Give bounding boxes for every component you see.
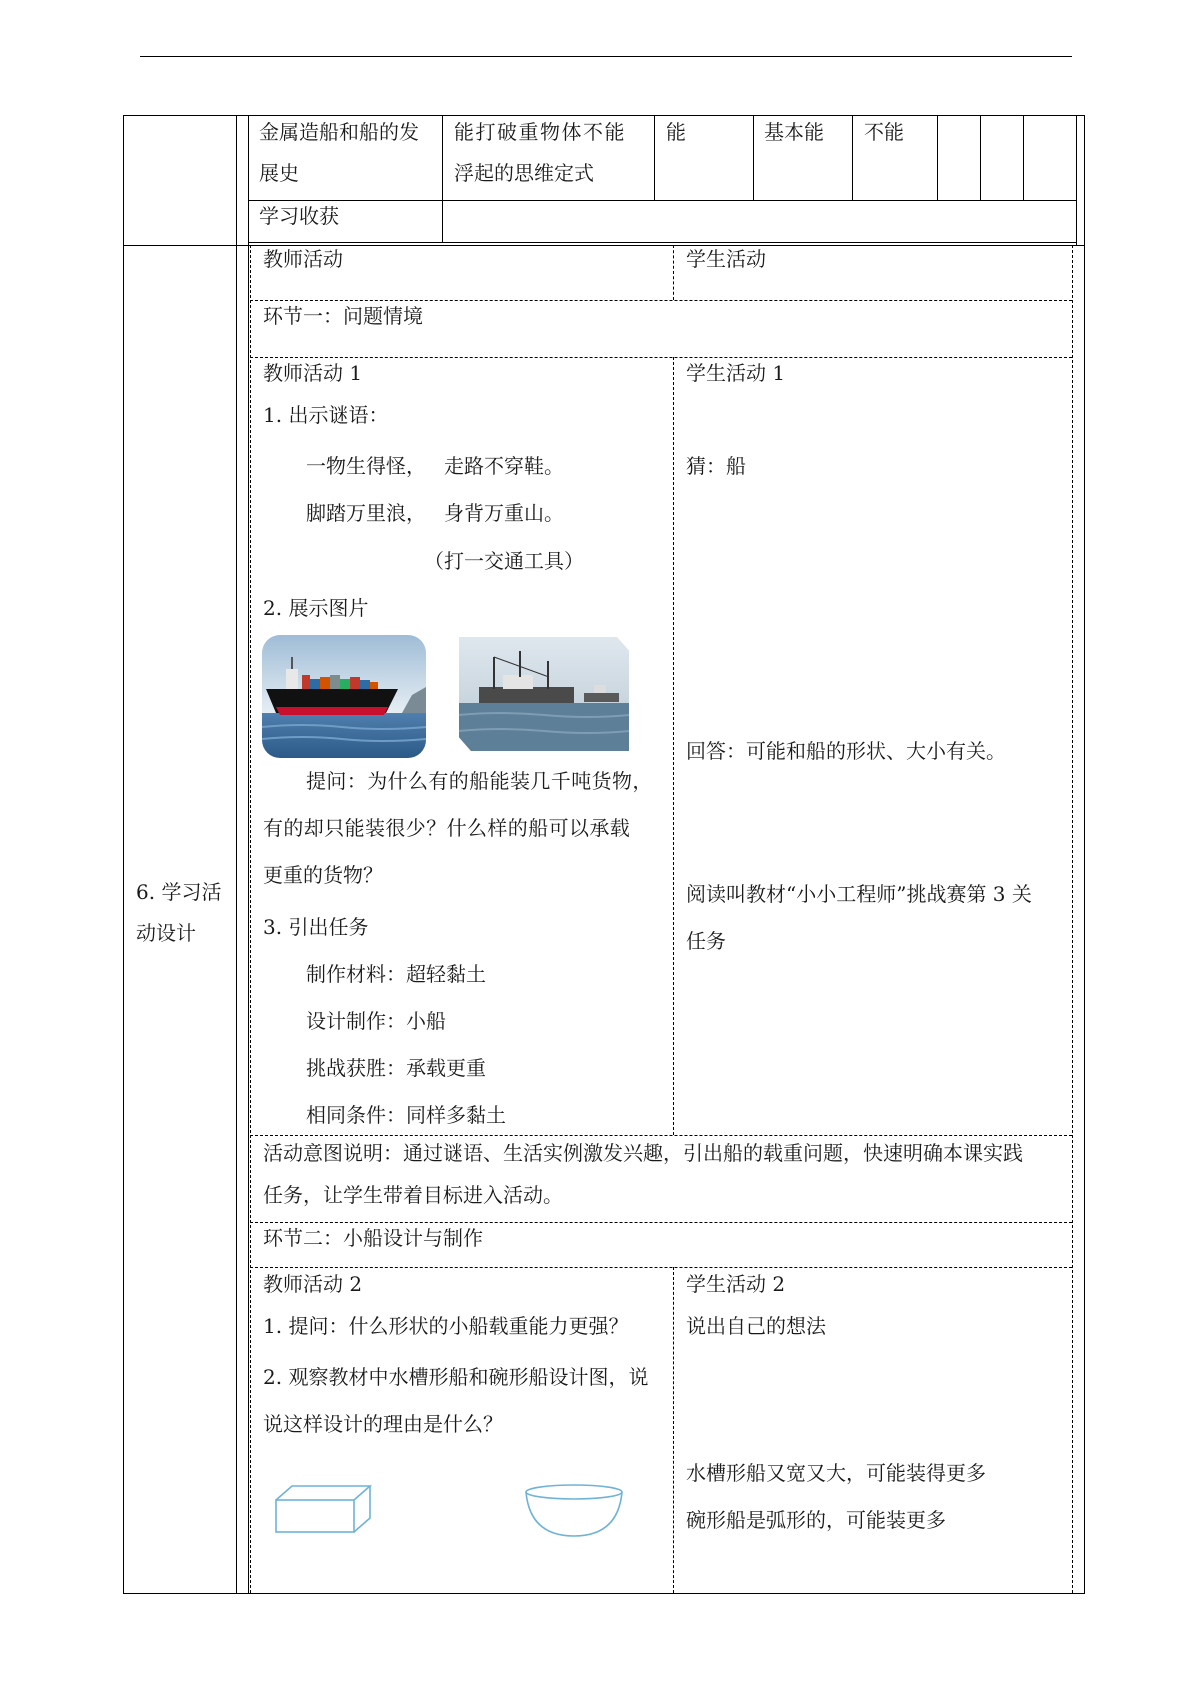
level-can: 能 xyxy=(666,120,686,144)
subtable-col xyxy=(654,115,655,200)
table-top-border xyxy=(123,115,1085,116)
level-basic: 基本能 xyxy=(764,120,824,144)
teacher-activity-header: 教师活动 xyxy=(263,247,343,271)
task-item: 3. 引出任务 xyxy=(263,915,369,939)
activity-left-border xyxy=(250,245,251,1593)
outcome-goal-cont: 浮起的思维定式 xyxy=(454,161,594,185)
student1-title: 学生活动 1 xyxy=(686,361,786,385)
header-rule xyxy=(140,56,1072,57)
student-answer: 回答：可能和船的形状、大小有关。 xyxy=(686,739,1006,763)
teacher2-title: 教师活动 2 xyxy=(263,1272,363,1296)
trough-boat-drawing xyxy=(272,1480,374,1536)
table-col-divider-a xyxy=(236,115,237,1593)
student-read: 阅读叫教材“小小工程师”挑战赛第 3 关 xyxy=(686,882,1032,906)
table-left-border xyxy=(123,115,124,1593)
level-cannot: 不能 xyxy=(864,120,904,144)
images-item: 2. 展示图片 xyxy=(263,596,369,620)
activity-mid-divider xyxy=(673,357,674,1135)
subtable-right-border xyxy=(1076,115,1077,245)
subtable-col xyxy=(980,115,981,200)
intent-text-cont: 任务，让学生带着目标进入活动。 xyxy=(263,1183,563,1207)
fishing-boat-photo xyxy=(459,637,629,751)
s2-trough: 水槽形船又宽又大，可能装得更多 xyxy=(686,1461,986,1485)
student-activity-header: 学生活动 xyxy=(686,247,766,271)
task-condition: 相同条件：同样多黏土 xyxy=(306,1103,506,1127)
activity-row-divider xyxy=(250,1135,1072,1136)
task-material: 制作材料：超轻黏土 xyxy=(306,962,486,986)
student-guess: 猜：船 xyxy=(686,454,746,478)
riddle-line2b: 身背万重山。 xyxy=(444,501,564,525)
harvest-label: 学习收获 xyxy=(259,204,339,228)
activity-row-divider xyxy=(250,1267,1072,1268)
riddle-line1a: 一物生得怪， xyxy=(306,454,426,478)
table-right-border xyxy=(1084,115,1085,1593)
teacher1-title: 教师活动 1 xyxy=(263,361,363,385)
t2-question: 1. 提问：什么形状的小船载重能力更强？ xyxy=(263,1314,629,1338)
table-row-divider xyxy=(123,245,1085,246)
activity-mid-divider xyxy=(673,1267,674,1593)
activity-mid-divider xyxy=(673,245,674,300)
riddle-line2a: 脚踏万里浪， xyxy=(306,501,426,525)
table-col-divider-b xyxy=(248,115,249,1593)
table-bottom-border xyxy=(123,1593,1085,1594)
subtable-col xyxy=(442,115,443,242)
question-line1: 提问：为什么有的船能装几千吨货物， xyxy=(306,769,653,793)
s2-idea: 说出自己的想法 xyxy=(686,1314,826,1338)
stage2-title: 环节二：小船设计与制作 xyxy=(263,1226,483,1250)
subtable-col xyxy=(753,115,754,200)
riddle-item: 1. 出示谜语： xyxy=(263,403,389,427)
stage1-title: 环节一：问题情境 xyxy=(263,304,423,328)
outcome-goal: 能打破重物体不能 xyxy=(454,120,626,144)
t2-observe: 2. 观察教材中水槽形船和碗形船设计图，说 xyxy=(263,1365,649,1389)
riddle-line1b: 走路不穿鞋。 xyxy=(444,454,564,478)
section-label-cont: 动设计 xyxy=(136,921,196,945)
section-label: 6. 学习活 xyxy=(136,880,222,904)
student2-title: 学生活动 2 xyxy=(686,1272,786,1296)
student-read-cont: 任务 xyxy=(686,929,726,953)
riddle-hint: （打一交通工具） xyxy=(424,549,584,573)
subtable-col xyxy=(852,115,853,200)
activity-row-divider xyxy=(250,357,1072,358)
activity-row-divider xyxy=(250,300,1072,301)
task-design: 设计制作：小船 xyxy=(306,1009,446,1033)
intent-text: 活动意图说明：通过谜语、生活实例激发兴趣，引出船的载重问题，快速明确本课实践 xyxy=(263,1141,1023,1165)
subtable-row-divider xyxy=(248,200,1076,201)
activity-right-border xyxy=(1072,245,1073,1593)
question-text xyxy=(263,758,673,899)
task-win: 挑战获胜：承载更重 xyxy=(306,1056,486,1080)
t2-observe-cont: 说这样设计的理由是什么？ xyxy=(263,1412,503,1436)
subtable-col xyxy=(1023,115,1024,200)
outcome-content: 金属造船和船的发 xyxy=(259,120,419,144)
activity-row-divider xyxy=(250,1222,1072,1223)
question-line3: 更重的货物？ xyxy=(263,863,383,887)
outcome-content-cont: 展史 xyxy=(259,161,299,185)
question-line2: 有的却只能装很少？什么样的船可以承载 xyxy=(263,816,631,840)
s2-bowl: 碗形船是弧形的，可能装更多 xyxy=(686,1508,946,1532)
bowl-boat-drawing xyxy=(522,1482,626,1540)
subtable-col xyxy=(937,115,938,200)
subtable-bottom xyxy=(248,242,1076,243)
container-ship-photo xyxy=(262,635,426,758)
